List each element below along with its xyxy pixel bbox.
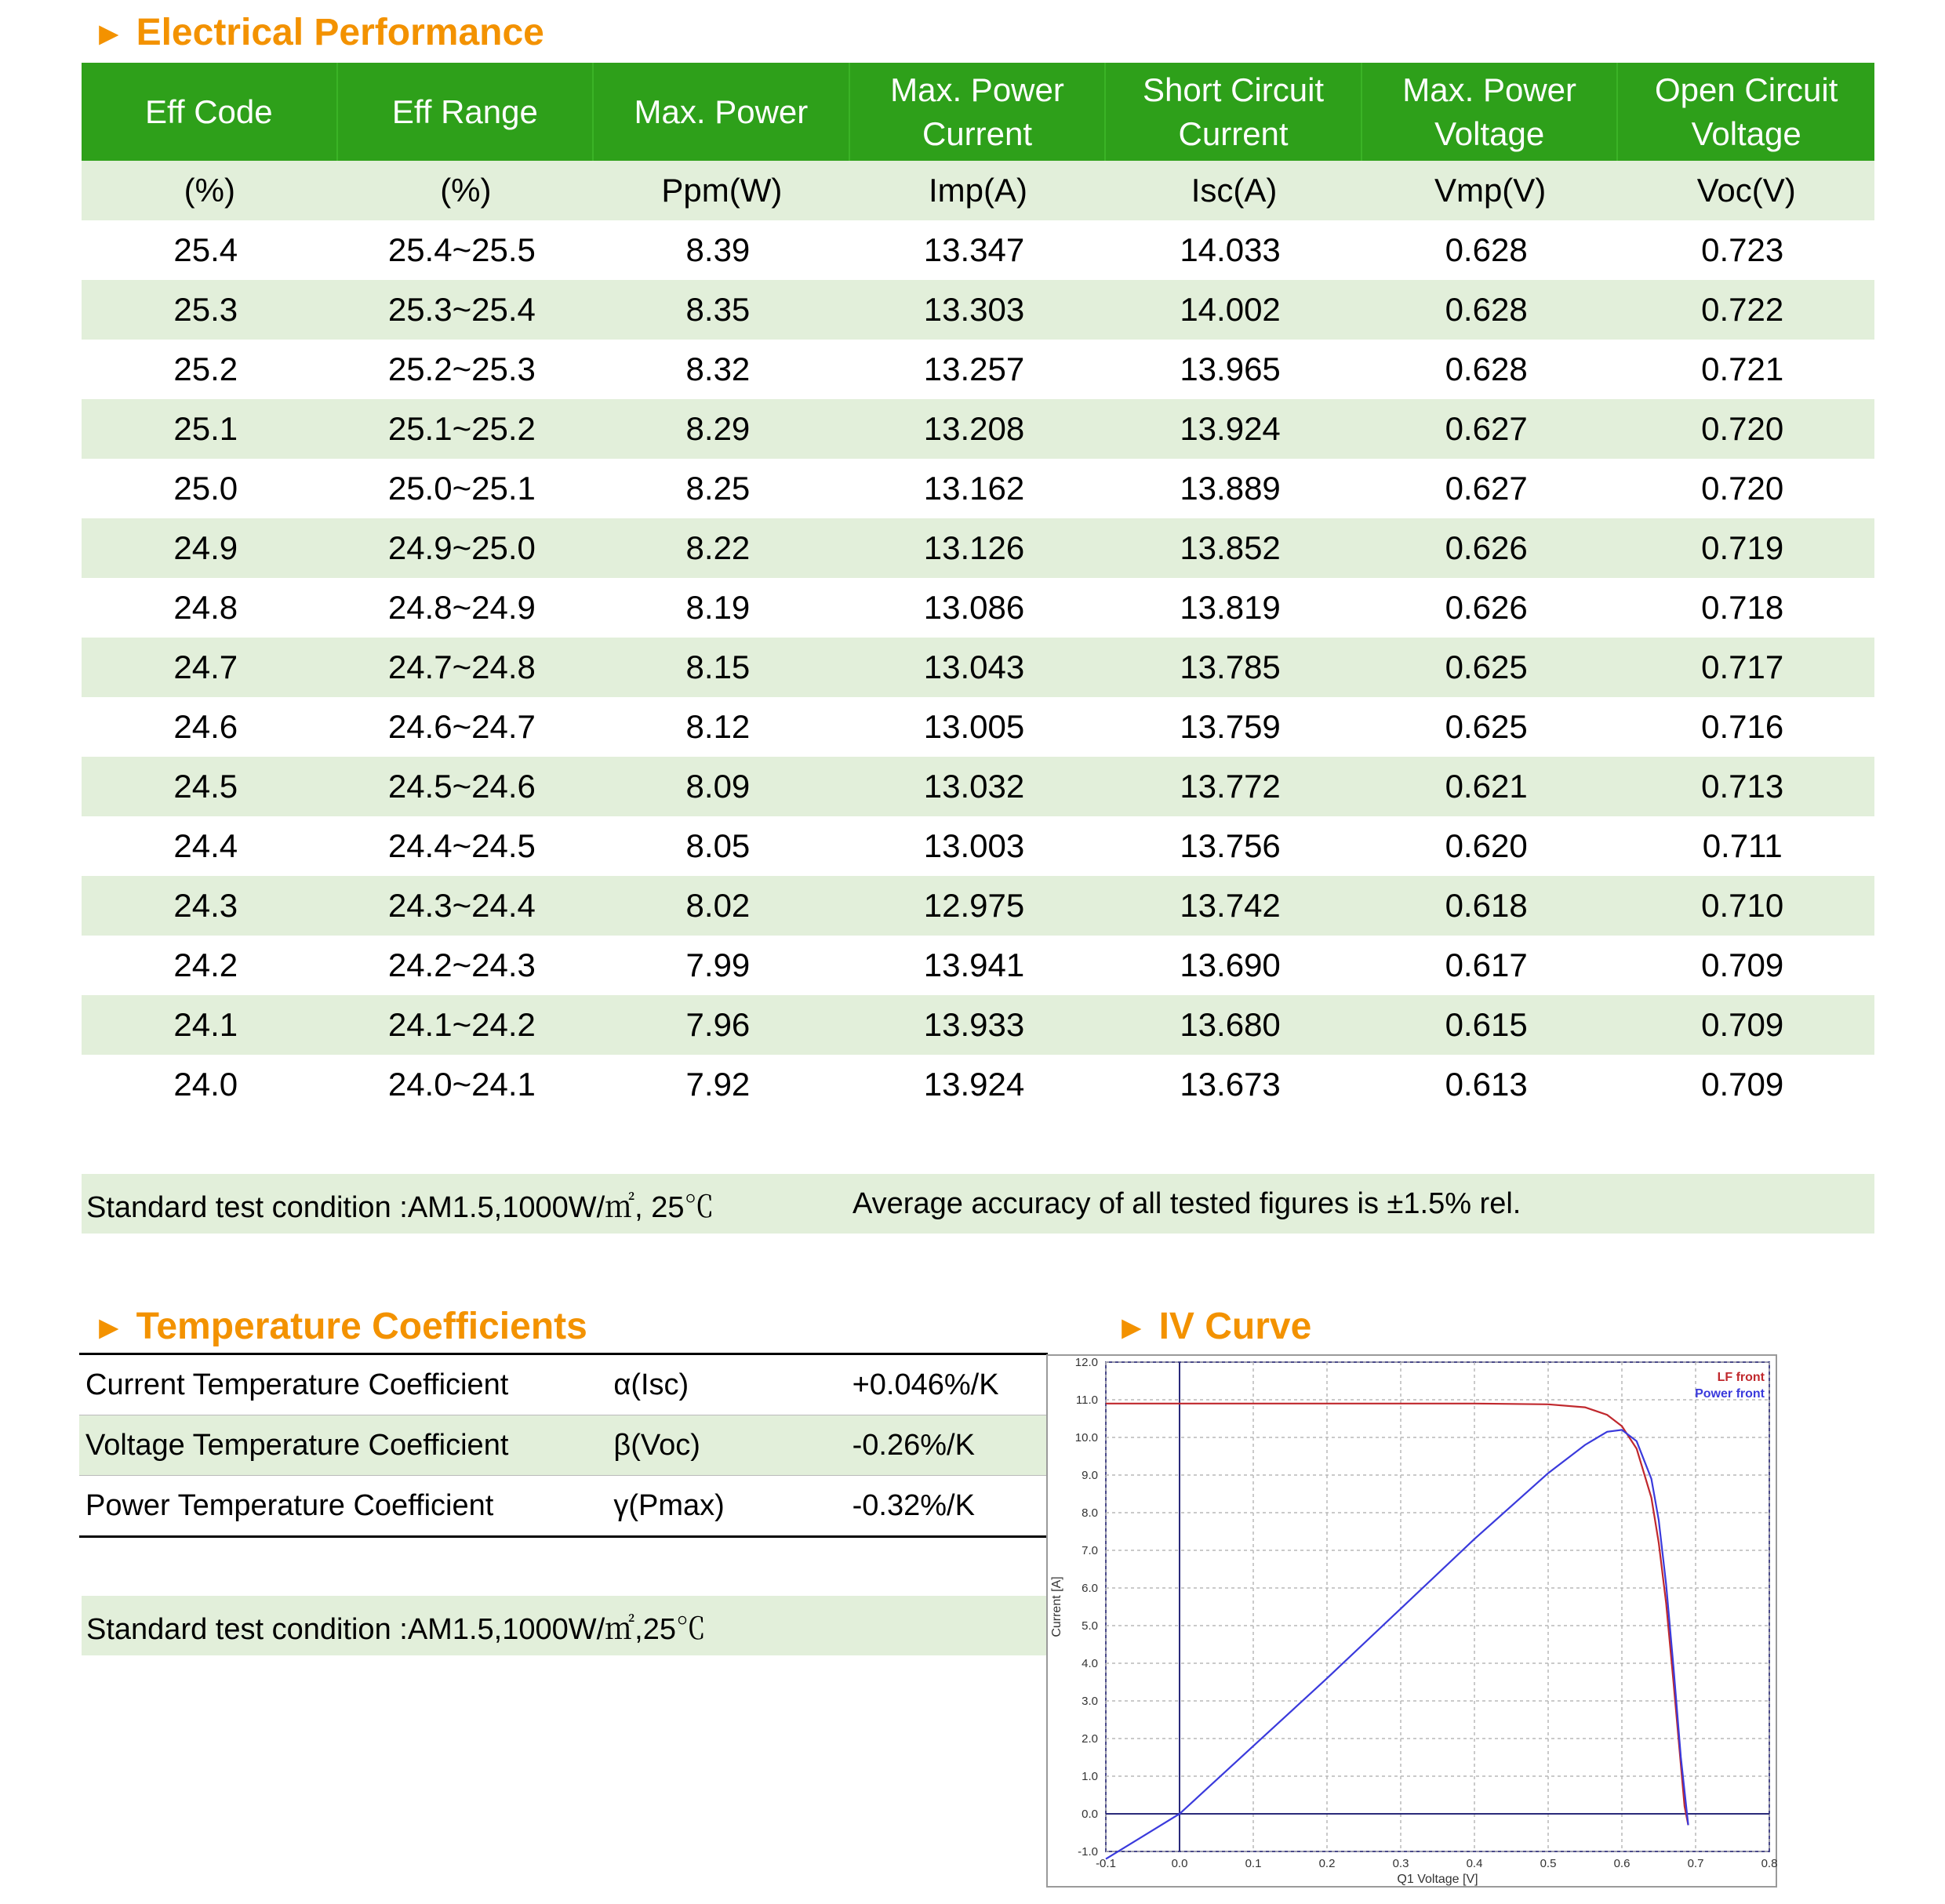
header-eff-range: Eff Range	[338, 63, 594, 161]
table-cell: 0.719	[1701, 529, 1784, 566]
table-cell: 13.756	[1180, 827, 1281, 864]
temperature-test-condition-note: Standard test condition :AM1.5,1000W/㎡,25℃	[86, 1612, 706, 1646]
table-cell: 25.4~25.5	[387, 231, 536, 268]
table-unit-row	[82, 161, 1874, 220]
header-max-power: Max. Power	[594, 63, 850, 161]
table-cell: 13.785	[1180, 649, 1281, 685]
x-tick-label: -0.1	[1096, 1857, 1116, 1870]
table-row	[82, 280, 1874, 340]
table-cell: 8.09	[685, 768, 751, 805]
table-cell: 13.162	[923, 470, 1025, 507]
x-tick-label: 0.2	[1318, 1857, 1336, 1870]
table-row	[82, 876, 1874, 936]
table-cell: 24.7	[173, 649, 238, 685]
y-tick-label: 0.0	[1082, 1808, 1098, 1821]
table-cell: 8.15	[685, 649, 751, 685]
x-tick-label: 0.5	[1540, 1857, 1557, 1870]
y-tick-label: 7.0	[1082, 1544, 1098, 1557]
table-cell: 0.627	[1445, 470, 1528, 507]
table-row	[82, 1055, 1874, 1114]
table-cell: 24.9	[173, 529, 238, 566]
table-cell: 8.19	[685, 589, 751, 626]
table-cell: 24.4	[173, 827, 238, 864]
table-cell: 0.720	[1701, 410, 1784, 447]
table-cell: 13.208	[923, 410, 1025, 447]
table-cell: 0.710	[1701, 887, 1784, 924]
iv-curve-chart	[1046, 1354, 1777, 1888]
table-cell: 13.819	[1180, 589, 1281, 626]
x-tick-label: 0.0	[1171, 1857, 1188, 1870]
table-cell: 13.690	[1180, 947, 1281, 983]
table-cell: 14.002	[1180, 291, 1281, 328]
table-row	[82, 995, 1874, 1055]
table-cell: 8.39	[685, 231, 751, 268]
table-row	[82, 578, 1874, 638]
table-cell: 13.889	[1180, 470, 1281, 507]
table-cell: 13.086	[923, 589, 1025, 626]
temperature-coefficients-title	[93, 1305, 587, 1348]
table-cell: 24.1~24.2	[387, 1006, 536, 1043]
table-cell: 0.716	[1701, 708, 1784, 745]
table-cell: 13.347	[923, 231, 1025, 268]
y-tick-label: 12.0	[1074, 1356, 1098, 1369]
header-max-power-current: Max. Power Current	[850, 63, 1107, 161]
table-cell: 24.8~24.9	[387, 589, 536, 626]
unit-cell: (%)	[184, 172, 235, 209]
y-tick-label: 1.0	[1082, 1770, 1098, 1783]
table-cell: 0.626	[1445, 529, 1528, 566]
table-row	[82, 518, 1874, 578]
table-cell: 0.618	[1445, 887, 1528, 924]
electrical-title-text: Electrical Performance	[136, 12, 544, 53]
table-cell: 0.628	[1445, 351, 1528, 387]
table-cell: 8.22	[685, 529, 751, 566]
coefficient-name: Current Temperature Coefficient	[85, 1368, 509, 1401]
table-cell: 24.2	[173, 947, 238, 983]
table-cell: 13.965	[1180, 351, 1281, 387]
legend-entry: LF front	[1717, 1371, 1765, 1384]
table-cell: 0.627	[1445, 410, 1528, 447]
x-tick-label: 0.1	[1245, 1857, 1262, 1870]
y-tick-label: 9.0	[1082, 1469, 1098, 1482]
table-cell: 24.5~24.6	[387, 768, 536, 805]
table-row	[79, 1476, 1048, 1535]
table-row	[82, 220, 1874, 280]
table-row	[82, 340, 1874, 399]
table-cell: 24.7~24.8	[387, 649, 536, 685]
coefficient-name: Voltage Temperature Coefficient	[85, 1428, 509, 1462]
accuracy-note: Average accuracy of all tested figures is ±1.5% rel.	[853, 1186, 1521, 1220]
table-cell: 24.1	[173, 1006, 238, 1043]
table-cell: 0.621	[1445, 768, 1528, 805]
y-tick-label: 5.0	[1082, 1619, 1098, 1633]
iv-curve-title	[1115, 1305, 1311, 1348]
table-cell: 0.625	[1445, 649, 1528, 685]
table-cell: 13.673	[1180, 1066, 1281, 1103]
table-cell: 13.941	[923, 947, 1025, 983]
table-cell: 25.0~25.1	[387, 470, 536, 507]
table-cell: 24.9~25.0	[387, 529, 536, 566]
table-cell: 25.3~25.4	[387, 291, 536, 328]
unit-cell: Vmp(V)	[1434, 172, 1547, 209]
table-cell: 24.6	[173, 708, 238, 745]
table-cell: 0.721	[1701, 351, 1784, 387]
table-cell: 24.2~24.3	[387, 947, 536, 983]
y-tick-label: 11.0	[1075, 1393, 1098, 1407]
coefficient-value: -0.32%/K	[852, 1488, 975, 1522]
table-cell: 24.8	[173, 589, 238, 626]
table-cell: 0.709	[1701, 1006, 1784, 1043]
table-cell: 13.043	[923, 649, 1025, 685]
table-cell: 8.12	[685, 708, 751, 745]
table-row	[82, 459, 1874, 518]
x-axis-label: Q1 Voltage [V]	[1397, 1873, 1478, 1886]
table-cell: 24.3~24.4	[387, 887, 536, 924]
y-tick-label: 2.0	[1082, 1732, 1098, 1746]
x-tick-label: 0.4	[1466, 1857, 1483, 1870]
coefficient-symbol: β(Voc)	[613, 1428, 700, 1462]
temperature-coefficients-table	[79, 1353, 1048, 1538]
unit-cell: Ppm(W)	[661, 172, 783, 209]
table-cell: 13.772	[1180, 768, 1281, 805]
triangle-right-icon: ►	[93, 1309, 125, 1346]
table-cell: 13.126	[923, 529, 1025, 566]
triangle-right-icon: ►	[1115, 1309, 1148, 1346]
y-tick-label: 10.0	[1074, 1431, 1098, 1444]
table-cell: 13.852	[1180, 529, 1281, 566]
header-short-circuit-current: Short Circuit Current	[1106, 63, 1362, 161]
header-open-circuit-voltage: Open Circuit Voltage	[1655, 71, 1838, 152]
y-tick-label: 8.0	[1082, 1506, 1098, 1520]
table-cell: 24.0~24.1	[387, 1066, 536, 1103]
table-cell: 8.32	[685, 351, 751, 387]
table-row	[82, 757, 1874, 816]
table-cell: 24.6~24.7	[387, 708, 536, 745]
table-cell: 8.05	[685, 827, 751, 864]
iv-curve-svg	[1046, 1354, 1777, 1888]
table-cell: 8.29	[685, 410, 751, 447]
y-tick-label: -1.0	[1078, 1845, 1098, 1859]
table-cell: 0.628	[1445, 291, 1528, 328]
y-tick-label: 6.0	[1082, 1582, 1098, 1595]
unit-cell: Isc(A)	[1191, 172, 1278, 209]
x-tick-label: 0.3	[1392, 1857, 1409, 1870]
table-cell: 7.96	[685, 1006, 751, 1043]
electrical-performance-table	[82, 63, 1874, 1114]
y-axis-label: Current [A]	[1050, 1576, 1063, 1637]
x-tick-label: 0.6	[1613, 1857, 1631, 1870]
table-cell: 0.722	[1701, 291, 1784, 328]
table-cell: 7.99	[685, 947, 751, 983]
table-cell: 13.933	[923, 1006, 1025, 1043]
table-row	[82, 697, 1874, 757]
table-cell: 13.003	[923, 827, 1025, 864]
x-tick-label: 0.8	[1761, 1857, 1777, 1870]
table-cell: 0.620	[1445, 827, 1528, 864]
table-cell: 0.625	[1445, 708, 1528, 745]
table-row	[82, 638, 1874, 697]
table-body	[82, 220, 1874, 1114]
table-cell: 0.720	[1701, 470, 1784, 507]
table-header-row	[82, 63, 1874, 161]
table-cell: 7.92	[685, 1066, 751, 1103]
table-cell: 13.005	[923, 708, 1025, 745]
electrical-note-bar	[82, 1174, 1874, 1234]
table-cell: 13.303	[923, 291, 1025, 328]
coefficient-symbol: γ(Pmax)	[613, 1488, 725, 1522]
coefficient-symbol: α(Isc)	[613, 1368, 689, 1401]
table-cell: 14.033	[1180, 231, 1281, 268]
table-cell: 13.680	[1180, 1006, 1281, 1043]
legend-entry: Power front	[1695, 1387, 1765, 1401]
table-row	[79, 1355, 1048, 1415]
table-cell: 0.711	[1702, 827, 1783, 864]
table-cell: 13.257	[923, 351, 1025, 387]
test-condition-note: Standard test condition :AM1.5,1000W/㎡, 25℃	[86, 1190, 714, 1224]
table-cell: 0.713	[1701, 768, 1784, 805]
table-cell: 25.1	[173, 410, 238, 447]
table-cell: 24.3	[173, 887, 238, 924]
table-cell: 0.718	[1701, 589, 1784, 626]
table-cell: 24.4~24.5	[387, 827, 536, 864]
triangle-right-icon: ►	[93, 15, 125, 52]
header-max-power-voltage: Max. Power Voltage	[1362, 63, 1619, 161]
table-cell: 0.717	[1701, 649, 1784, 685]
temperature-note-bar	[82, 1596, 1048, 1655]
table-cell: 25.2~25.3	[387, 351, 536, 387]
header-eff-code: Eff Code	[82, 63, 338, 161]
table-cell: 0.723	[1701, 231, 1784, 268]
unit-cell: Voc(V)	[1696, 172, 1796, 209]
table-cell: 0.628	[1445, 231, 1528, 268]
unit-cell: (%)	[440, 172, 492, 209]
temperature-title-text: Temperature Coefficients	[136, 1306, 587, 1347]
table-cell: 0.617	[1445, 947, 1528, 983]
x-tick-label: 0.7	[1687, 1857, 1704, 1870]
table-cell: 12.975	[923, 887, 1025, 924]
table-cell: 0.615	[1445, 1006, 1528, 1043]
table-cell: 25.0	[173, 470, 238, 507]
table-cell: 8.35	[685, 291, 751, 328]
table-cell: 25.1~25.2	[387, 410, 536, 447]
table-cell: 25.3	[173, 291, 238, 328]
coefficient-name: Power Temperature Coefficient	[85, 1488, 494, 1522]
table-row	[82, 936, 1874, 995]
table-cell: 13.742	[1180, 887, 1281, 924]
table-cell: 0.709	[1701, 947, 1784, 983]
table-cell: 8.02	[685, 887, 751, 924]
electrical-performance-title	[93, 11, 544, 54]
plot-area	[1106, 1362, 1769, 1851]
table-cell: 24.5	[173, 768, 238, 805]
table-row	[82, 816, 1874, 876]
table-cell: 8.25	[685, 470, 751, 507]
table-cell: 0.613	[1445, 1066, 1528, 1103]
unit-cell: Imp(A)	[928, 172, 1027, 209]
table-cell: 24.0	[173, 1066, 238, 1103]
table-cell: 13.759	[1180, 708, 1281, 745]
iv-title-text: IV Curve	[1158, 1306, 1312, 1347]
table-row	[79, 1415, 1048, 1476]
table-cell: 0.709	[1701, 1066, 1784, 1103]
coefficient-value: +0.046%/K	[852, 1368, 999, 1401]
table-cell: 25.4	[173, 231, 238, 268]
table-cell: 13.924	[1180, 410, 1281, 447]
y-tick-label: 3.0	[1082, 1695, 1098, 1708]
coefficient-value: -0.26%/K	[852, 1428, 975, 1462]
table-cell: 25.2	[173, 351, 238, 387]
table-row	[82, 399, 1874, 459]
table-cell: 0.626	[1445, 589, 1528, 626]
table-cell: 13.032	[923, 768, 1025, 805]
table-cell: 13.924	[923, 1066, 1025, 1103]
y-tick-label: 4.0	[1082, 1657, 1098, 1670]
